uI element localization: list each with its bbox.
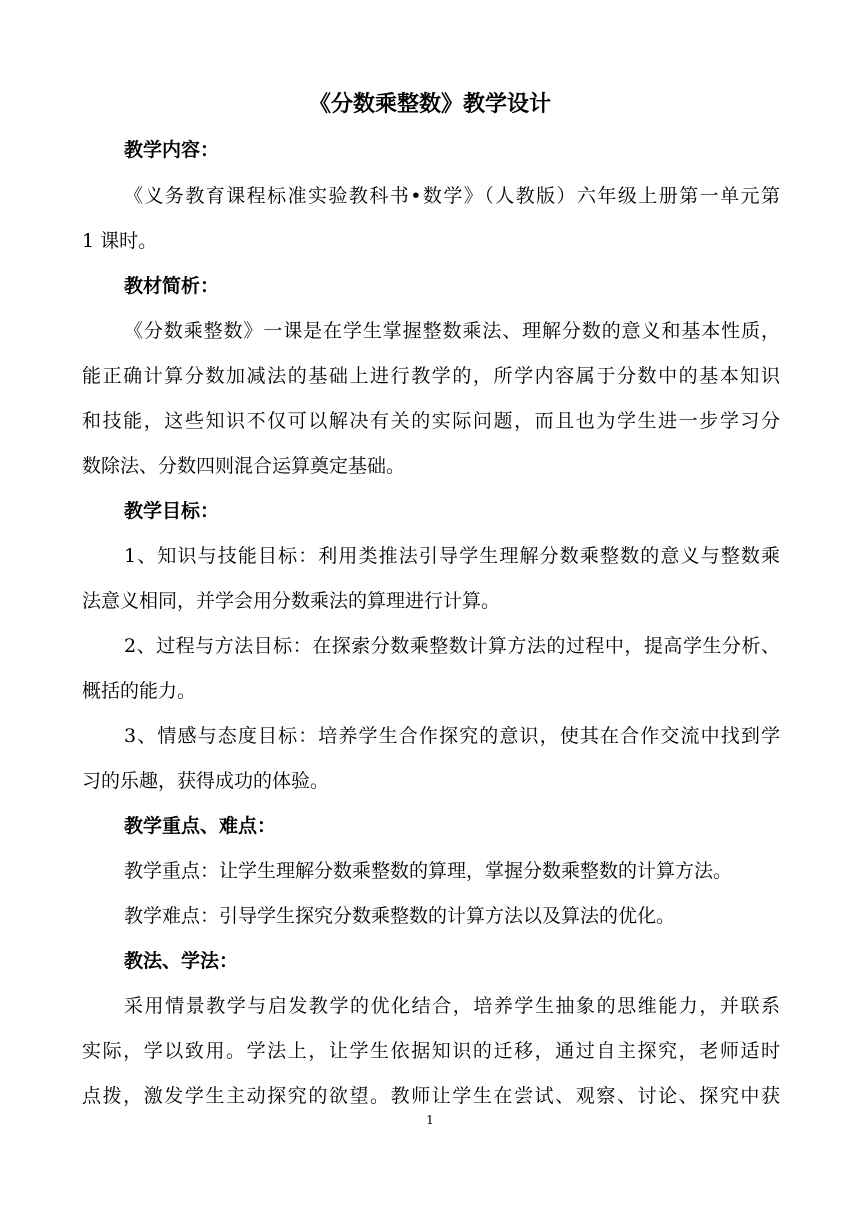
section-heading-goals: 教学目标： [124,500,220,522]
analysis-line-1: 《分数乘整数》一课是在学生掌握整数乘法、理解分数的意义和基本性质， [124,320,780,342]
methods-line-2: 实际，学以致用。学法上，让学生依据知识的迁移，通过自主探究，老师适时 [82,1040,780,1062]
section-heading-key-points: 教学重点、难点： [124,815,277,837]
goals-line-2: 法意义相同，并学会用分数乘法的算理进行计算。 [82,590,501,612]
goals-line-5: 3、情感与态度目标：培养学生合作探究的意识，使其在合作交流中找到学 [124,725,780,747]
section-heading-analysis: 教材简析： [124,275,220,297]
analysis-line-4: 数除法、分数四则混合运算奠定基础。 [82,455,406,477]
section-heading-methods: 教法、学法： [124,950,239,972]
key-points-line-2: 教学难点：引导学生探究分数乘整数的计算方法以及算法的优化。 [124,905,676,927]
methods-line-1: 采用情景教学与启发教学的优化结合，培养学生抽象的思维能力，并联系 [124,995,780,1017]
methods-line-3: 点拨，激发学生主动探究的欲望。教师让学生在尝试、观察、讨论、探究中获 [82,1085,780,1107]
section-heading-content: 教学内容： [124,139,220,161]
page-number: 1 [426,1113,434,1127]
key-points-line-1: 教学重点：让学生理解分数乘整数的算理，掌握分数乘整数的计算方法。 [124,860,733,882]
content-line-2: 1 课时。 [82,230,158,252]
content-line-1: 《义务教育课程标准实验教科书•数学》（人教版）六年级上册第一单元第 [124,185,780,207]
goals-line-3: 2、过程与方法目标：在探索分数乘整数计算方法的过程中，提高学生分析、 [124,635,780,657]
goals-line-4: 概括的能力。 [82,680,197,702]
document-title: 《分数乘整数》教学设计 [308,91,551,117]
analysis-line-2: 能正确计算分数加减法的基础上进行教学的，所学内容属于分数中的基本知识 [82,365,780,387]
goals-line-1: 1、知识与技能目标：利用类推法引导学生理解分数乘整数的意义与整数乘 [124,545,780,567]
analysis-line-3: 和技能，这些知识不仅可以解决有关的实际问题，而且也为学生进一步学习分 [82,410,780,432]
goals-line-6: 习的乐趣，获得成功的体验。 [82,770,330,792]
